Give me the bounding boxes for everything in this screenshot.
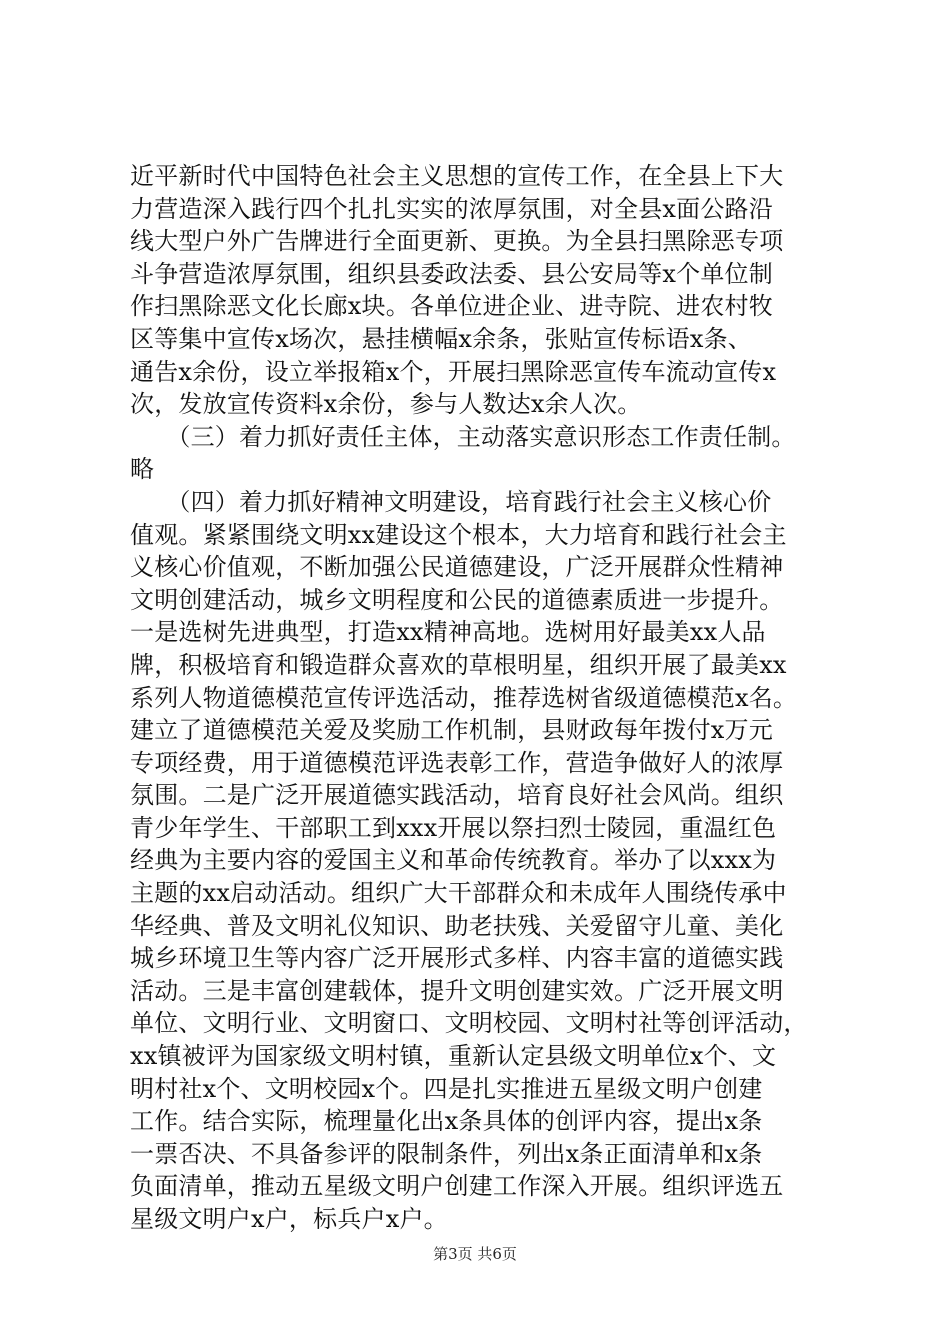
text-line: xx镇被评为国家级文明村镇，重新认定县级文明单位x个、文 [130,1042,777,1071]
text-line: 工作。结合实际，梳理量化出x条具体的创评内容，提出x条 [130,1107,763,1136]
text-line: 通告x余份，设立举报箱x个，开展扫黑除恶宣传车流动宣传x [130,357,777,386]
text-line: 一票否决、不具备参评的限制条件，列出x条正面清单和x条 [130,1139,763,1168]
text-line: （四）着力抓好精神文明建设，培育践行社会主义核心价 [130,487,772,516]
text-line: 近平新时代中国特色社会主义思想的宣传工作，在全县上下大 [130,162,784,190]
text-line: 单位、文明行业、文明窗口、文明校园、文明村社等创评活动， [130,1009,808,1038]
text-line: 主题的xx启动活动。组织广大干部群众和未成年人围绕传承中 [130,879,787,908]
text-line: 斗争营造浓厚氛围，组织县委政法委、县公安局等x个单位制 [130,259,773,288]
text-line: 经典为主要内容的爱国主义和革命传统教育。举办了以xxx为 [130,846,777,875]
text-line: 值观。紧紧围绕文明xx建设这个根本，大力培育和践行社会主 [130,520,787,549]
text-line: 青少年学生、干部职工到xxx开展以祭扫烈士陵园，重温红色 [130,813,777,842]
text-line: 系列人物道德模范宣传评选活动，推荐选树省级道德模范x名。 [130,683,798,712]
text-line: 作扫黑除恶文化长廊x块。各单位进企业、进寺院、进农村牧 [130,292,773,321]
text-line: 城乡环境卫生等内容广泛开展形式多样、内容丰富的道德实践 [130,944,784,973]
text-line: 建立了道德模范关爱及奖励工作机制，县财政每年拨付x万元 [130,716,773,745]
text-line: 区等集中宣传x场次，悬挂横幅x余条，张贴宣传标语x条、 [130,324,753,353]
text-line: 义核心价值观，不断加强公民道德建设，广泛开展群众性精神 [130,553,784,582]
text-line: 次，发放宣传资料x余份，参与人数达x余人次。 [130,390,642,419]
text-line: 略 [130,455,155,484]
text-line: 线大型户外广告牌进行全面更新、更换。为全县扫黑除恶专项 [130,227,784,256]
text-line: 一是选树先进典型，打造xx精神高地。选树用好最美xx人品 [130,618,766,647]
text-line: 专项经费，用于道德模范评选表彰工作，营造争做好人的浓厚 [130,748,784,777]
text-line: 力营造深入践行四个扎扎实实的浓厚氛围，对全县x面公路沿 [130,194,773,223]
text-line: 牌，积极培育和锻造群众喜欢的草根明星，组织开展了最美xx [130,650,787,679]
text-line: 明村社x个、文明校园x个。四是扎实推进五星级文明户创建 [130,1074,763,1103]
text-line: 华经典、普及文明礼仪知识、助老扶残、关爱留守儿童、美化 [130,911,784,940]
text-line: 氛围。二是广泛开展道德实践活动，培育良好社会风尚。组织 [130,781,784,810]
text-line: 星级文明户x户，标兵户x户。 [130,1205,448,1233]
text-line: 活动。三是丰富创建载体，提升文明创建实效。广泛开展文明 [130,976,784,1005]
text-line: （三）着力抓好责任主体，主动落实意识形态工作责任制。 [130,422,796,451]
body-text [130,160,850,1236]
text-line: 文明创建活动，城乡文明程度和公民的道德素质进一步提升。 [130,585,784,614]
page-number-footer: 第3页 共6页 [433,1245,517,1263]
text-line: 负面清单，推动五星级文明户创建工作深入开展。组织评选五 [130,1172,784,1201]
